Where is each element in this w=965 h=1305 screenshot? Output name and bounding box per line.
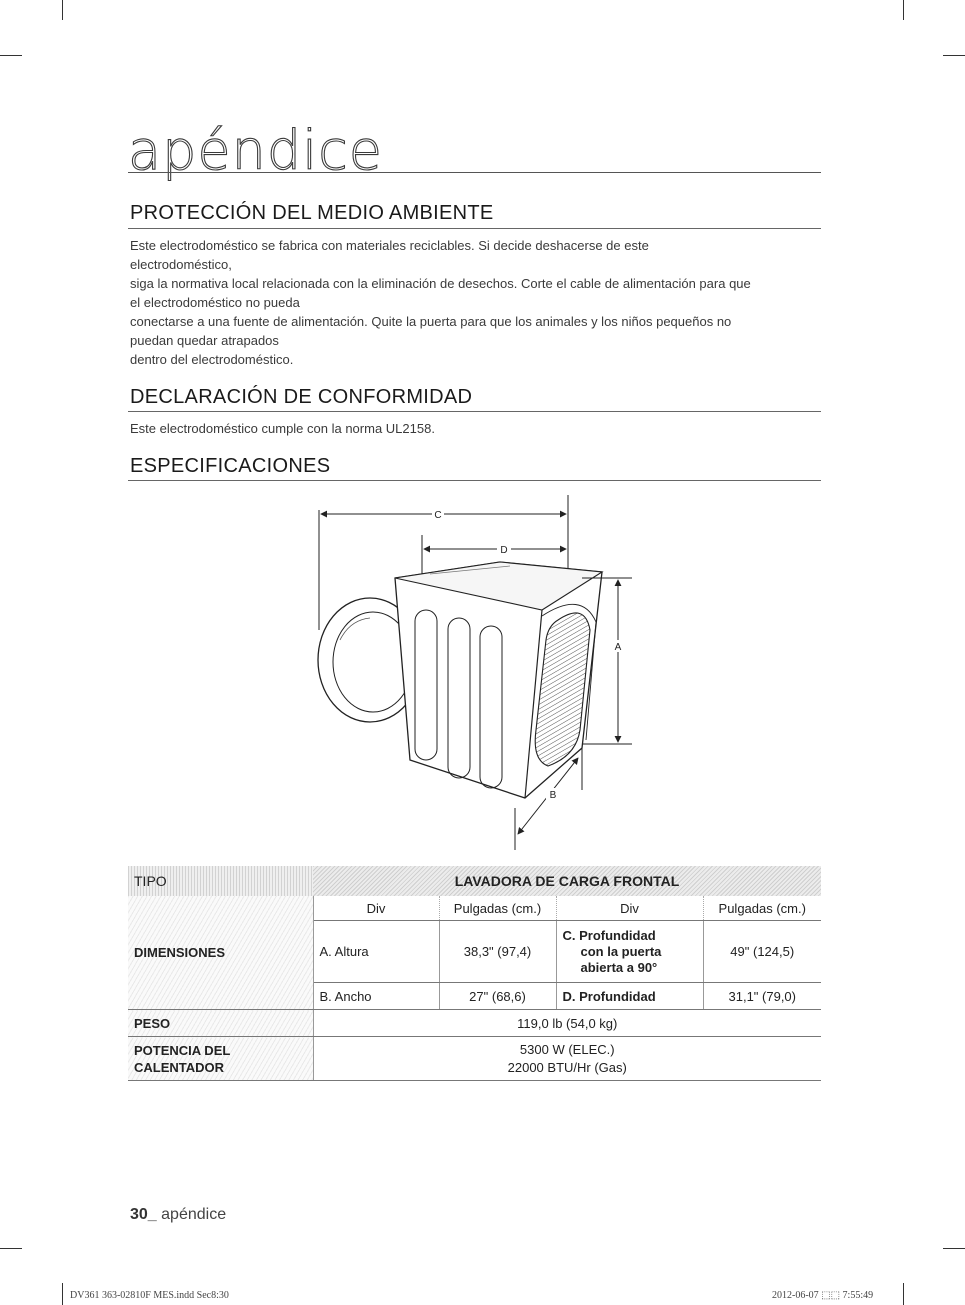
cell-line: 22000 BTU/Hr (Gas) [507, 1059, 627, 1075]
heater-power-value [313, 1037, 821, 1081]
crop-mark [903, 0, 904, 20]
dimension-label-b: B [549, 790, 557, 801]
dryer-illustration [310, 490, 650, 852]
conformity-text: Este electrodoméstico cumple con la norma UL2158. [130, 421, 435, 436]
section-title-specs: ESPECIFICACIONES [130, 455, 331, 477]
chapter-title: apéndice [128, 119, 384, 182]
cell-line: POTENCIA DEL [134, 1042, 231, 1058]
tipo-header: TIPO [128, 866, 313, 896]
section-rule [128, 480, 821, 481]
paragraph-line: conectarse a una fuente de alimentación. Quite la puerta para que los animales y los niños pequeños no [130, 314, 732, 329]
specifications-table [128, 866, 821, 1081]
paragraph-line: dentro del electrodoméstico. [130, 352, 294, 367]
cell-line: abierta a 90° [580, 959, 658, 975]
section-rule [128, 411, 821, 412]
table-cell: 38,3" (97,4) [439, 921, 556, 983]
crop-mark [0, 55, 22, 56]
column-header: Div [313, 896, 439, 921]
column-header: Pulgadas (cm.) [703, 896, 821, 921]
environment-paragraph [130, 236, 822, 369]
cell-line: 5300 W (ELEC.) [519, 1041, 615, 1057]
paragraph-line: siga la normativa local relacionada con la eliminación de desechos. Corte el cable de alimentación para que [130, 276, 751, 291]
paragraph-line: el electrodoméstico no pueda [130, 295, 300, 310]
print-slug-file: DV361 363-02810F MES.indd Sec8:30 [70, 1290, 229, 1301]
page-number: 30_ [130, 1206, 157, 1223]
paragraph-line: puedan quedar atrapados [130, 333, 279, 348]
dimension-label-d: D [500, 545, 508, 556]
footer-section: apéndice [161, 1206, 227, 1223]
dimension-label-c: C [434, 510, 442, 521]
table-cell [556, 921, 703, 983]
dryer-dimension-diagram [310, 490, 650, 852]
crop-mark [943, 1248, 965, 1249]
weight-label: PESO [128, 1010, 313, 1037]
table-subheader-row [128, 896, 821, 921]
crop-mark [0, 1248, 22, 1249]
table-cell: D. Profundidad [556, 983, 703, 1010]
dimension-label-a: A [614, 642, 622, 653]
paragraph-line: Este electrodoméstico se fabrica con materiales reciclables. Si decide deshacerse de este [130, 238, 649, 253]
table-cell: 31,1" (79,0) [703, 983, 821, 1010]
paragraph-line: electrodoméstico, [130, 257, 232, 272]
print-slug-timestamp: 2012-06-07 ⬚⬚ 7:55:49 [772, 1290, 874, 1301]
table-cell: A. Altura [313, 921, 439, 983]
column-header: Pulgadas (cm.) [439, 896, 556, 921]
section-title-conformity: DECLARACIÓN DE CONFORMIDAD [130, 386, 473, 408]
dimensions-label: DIMENSIONES [128, 896, 313, 1010]
crop-mark [943, 55, 965, 56]
crop-mark [903, 1283, 904, 1305]
crop-mark [62, 1283, 63, 1305]
table-cell: 27" (68,6) [439, 983, 556, 1010]
heater-power-label [128, 1037, 313, 1081]
cell-line: CALENTADOR [134, 1059, 225, 1075]
section-rule [128, 228, 821, 229]
table-row [128, 1037, 821, 1081]
table-cell: B. Ancho [313, 983, 439, 1010]
table-cell: 49" (124,5) [703, 921, 821, 983]
cell-line: C. Profundidad [562, 927, 656, 943]
washer-type-header: LAVADORA DE CARGA FRONTAL [313, 866, 821, 896]
page-footer [130, 1206, 226, 1224]
table-row [128, 1010, 821, 1037]
chapter-rule [128, 172, 821, 173]
weight-value: 119,0 lb (54,0 kg) [313, 1010, 821, 1037]
crop-mark [62, 0, 63, 20]
column-header: Div [556, 896, 703, 921]
section-title-environment: PROTECCIÓN DEL MEDIO AMBIENTE [130, 202, 494, 224]
cell-line: con la puerta [580, 943, 662, 959]
table-header-row [128, 866, 821, 896]
